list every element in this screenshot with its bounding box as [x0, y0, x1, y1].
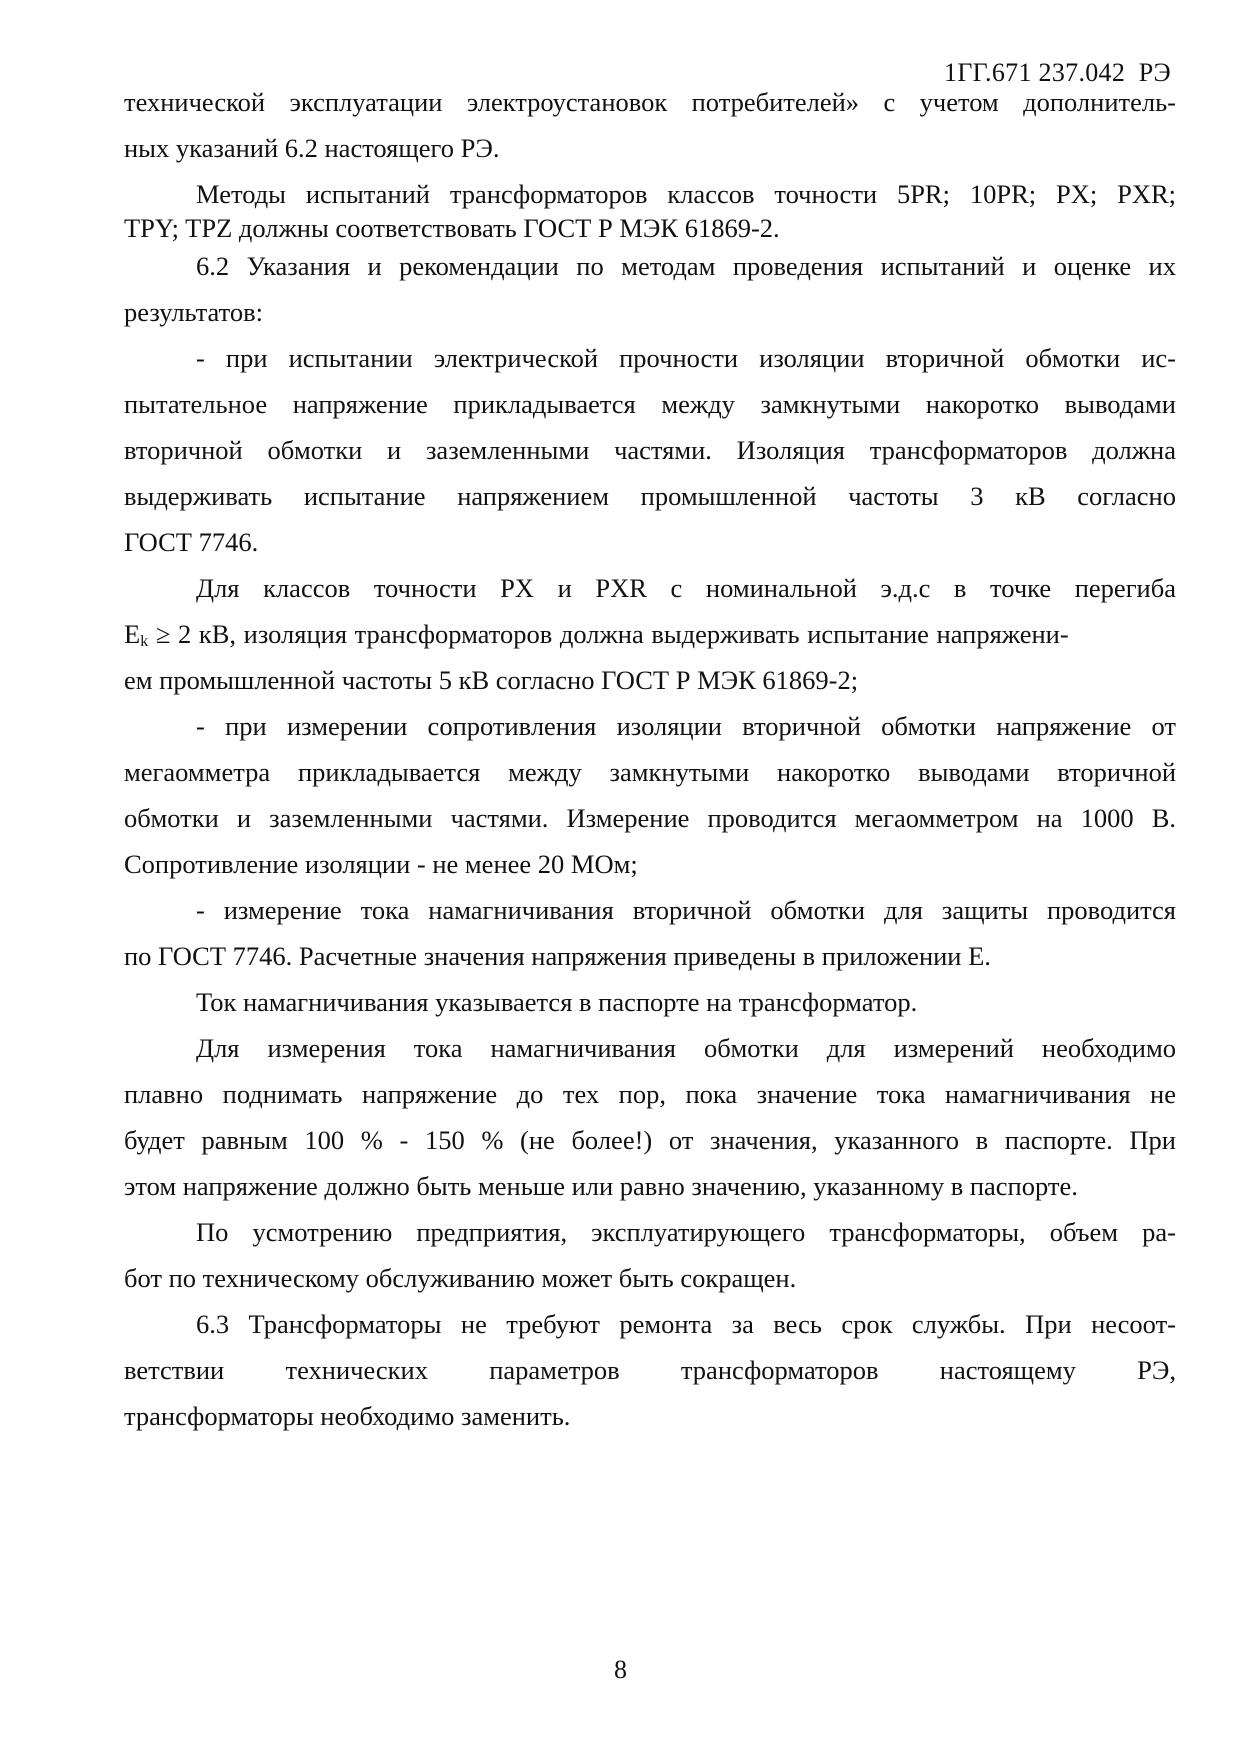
text-line: трансформаторы необходимо заменить. — [124, 1401, 571, 1431]
text-line: плавно поднимать напряжение до тех пор, пока значение тока намагничивания не — [124, 1079, 1176, 1109]
text-line: мегаомметра прикладывается между замкнутыми накоротко выводами вторичной — [124, 757, 1176, 787]
text-line: вторичной обмотки и заземленными частями. Изоляция трансформаторов должна — [124, 435, 1176, 465]
text-line: ветствии технических параметров трансформаторов настоящему РЭ, — [124, 1355, 1176, 1385]
text-line: пытательное напряжение прикладывается между замкнутыми накоротко выводами — [124, 389, 1176, 419]
text-line: Для измерения тока намагничивания обмотки для измерений необходимо — [196, 1033, 1176, 1063]
text-line: по ГОСТ 7746. Расчетные значения напряжения приведены в приложении Е. — [124, 941, 991, 971]
text-line: ных указаний 6.2 настоящего РЭ. — [124, 133, 500, 163]
text-line-ek — [124, 618, 1176, 650]
ek-symbol: E — [124, 619, 141, 649]
text-line: будет равным 100 % - 150 % (не более!) от значения, указанного в паспорте. При — [124, 1125, 1176, 1155]
text-line: выдерживать испытание напряжением промышленной частоты 3 кВ согласно — [124, 481, 1176, 511]
text-line: Сопротивление изоляции - не менее 20 МОм; — [124, 849, 638, 879]
page-number: 8 — [614, 1655, 627, 1684]
text-line: обмотки и заземленными частями. Измерение проводится мегаомметром на 1000 В. — [124, 803, 1176, 833]
document-code-header: 1ГГ.671 237.042 РЭ — [944, 58, 1171, 87]
text-line: - измерение тока намагничивания вторичной обмотки для защиты проводится — [196, 895, 1176, 925]
text-line: По усмотрению предприятия, эксплуатирующего трансформаторы, объем ра- — [196, 1217, 1176, 1247]
text-line: бот по техническому обслуживанию может быть сокращен. — [124, 1263, 797, 1293]
text-line: ГОСТ 7746. — [124, 527, 259, 557]
ek-rest: ≥ 2 кВ, изоляция трансформаторов должна выдерживать испытание напряжени- — [148, 619, 1069, 649]
text-line: - при испытании электрической прочности изоляции вторичной обмотки ис- — [196, 343, 1176, 373]
section-6-2-heading: 6.2 Указания и рекомендации по методам проведения испытаний и оценке их — [196, 251, 1176, 281]
text-line: Ток намагничивания указывается в паспорте на трансформатор. — [196, 987, 918, 1017]
text-line: - при измерении сопротивления изоляции вторичной обмотки напряжение от — [196, 711, 1176, 741]
text-line: результатов: — [124, 297, 263, 327]
text-line: технической эксплуатации электроустановок потребителей» с учетом дополнитель- — [124, 87, 1176, 117]
text-line: Методы испытаний трансформаторов классов точности 5PR; 10PR; PX; PXR; — [196, 179, 1176, 209]
text-line: Для классов точности PX и PXR с номинальной э.д.с в точке перегиба — [196, 573, 1176, 603]
section-6-3-text: 6.3 Трансформаторы не требуют ремонта за весь срок службы. При несоот- — [196, 1309, 1176, 1339]
text-line: TPY; TPZ должны соответствовать ГОСТ Р МЭК 61869-2. — [124, 213, 780, 243]
ek-subscript: k — [140, 633, 149, 650]
text-line: ем промышленной частоты 5 кВ согласно ГОСТ Р МЭК 61869-2; — [124, 665, 859, 695]
text-line: этом напряжение должно быть меньше или равно значению, указанному в паспорте. — [124, 1171, 1078, 1201]
